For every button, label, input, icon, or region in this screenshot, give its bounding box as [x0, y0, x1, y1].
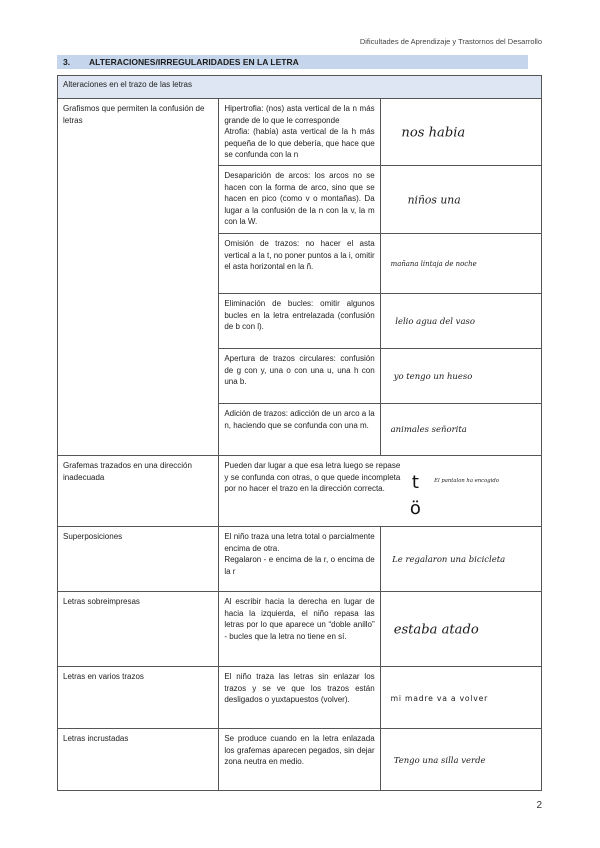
- category-cell: Letras en varios trazos: [58, 667, 219, 729]
- handwriting-text: nos habia: [401, 125, 465, 141]
- table-row: [58, 592, 542, 667]
- handwriting-example: [380, 99, 541, 166]
- handwriting-sample: [386, 409, 536, 449]
- handwriting-sample: [386, 678, 536, 718]
- handwriting-text: mi madre va a volver: [390, 693, 488, 703]
- description-cell: Se produce cuando en la letra enlazada los grafemas aparecen pegados, sin dejar zona neutra en medio.: [219, 729, 380, 791]
- category-cell: Superposiciones: [58, 527, 219, 592]
- table-row: [58, 527, 542, 592]
- handwriting-text: El pantalon ha encogido: [433, 478, 499, 485]
- handwriting-text: yo tengo un hueso: [393, 371, 472, 382]
- handwriting-sample: [386, 179, 536, 219]
- description-cell: Adición de trazos: adicción de un arco a la n, haciendo que se confunda con una m.: [219, 403, 380, 455]
- description-cell: El niño traza las letras sin enlazar los trazos y se ve que los trazos están desligados o yuxtapuestos (volver).: [219, 667, 380, 729]
- handwriting-text: Le regalaron una bicicleta: [391, 554, 505, 565]
- handwriting-example: [380, 729, 541, 791]
- handwriting-sample: [386, 740, 536, 780]
- description-cell: Apertura de trazos circulares: confusión de g con y, una o con una u, una h con una b.: [219, 348, 380, 403]
- running-header: Dificultades de Aprendizaje y Trastornos del Desarrollo: [359, 37, 542, 46]
- glyph-sample: t ö: [409, 471, 421, 520]
- description-cell: [219, 527, 380, 592]
- section-title: ALTERACIONES/IRREGULARIDADES EN LA LETRA: [89, 57, 299, 67]
- description-cell: Omisión de trazos: no hacer el asta vertical a la t, no poner puntos a la i, omitir el asta horizontal en la ñ.: [219, 233, 380, 293]
- table-row: [58, 667, 542, 729]
- category-cell: Grafemas trazados en una dirección inadecuada: [58, 455, 219, 526]
- handwriting-sample: [431, 460, 536, 500]
- handwriting-example: [380, 165, 541, 233]
- handwriting-example: [380, 403, 541, 455]
- handwriting-text: lelio agua del vaso: [394, 316, 475, 327]
- description-text: Pueden dar lugar a que esa letra luego se repase y se confunda con otras, o que quede incompleta por no hacer el trazo en la dirección correcta.: [224, 460, 401, 494]
- handwriting-example: [380, 348, 541, 403]
- category-cell: Letras sobreimpresas: [58, 592, 219, 667]
- handwriting-text: Tengo una silla verde: [393, 754, 486, 765]
- category-cell: Letras incrustadas: [58, 729, 219, 791]
- handwriting-sample: [386, 539, 536, 579]
- handwriting-sample: [386, 609, 536, 649]
- table-row: [58, 99, 542, 166]
- handwriting-example: [380, 527, 541, 592]
- handwriting-sample: [386, 243, 536, 283]
- description-cell: Eliminación de bucles: omitir algunos bucles en la letra entrelazada (confusión de b con l).: [219, 293, 380, 348]
- description-text: El niño traza una letra total o parcialmente encima de otra. Regalaron - e encima de la r, o encima de la r: [224, 532, 375, 576]
- alteraciones-table: [57, 75, 542, 791]
- category-cell: Grafismos que permiten la confusión de letras: [58, 99, 219, 456]
- handwriting-text: animales señorita: [390, 424, 467, 435]
- handwriting-example: [380, 592, 541, 667]
- section-heading: [57, 55, 528, 69]
- table-row: [58, 455, 542, 526]
- page-number: 2: [536, 800, 542, 811]
- merged-description-example: [219, 455, 542, 526]
- table-row: [58, 729, 542, 791]
- description-cell: Al escribir hacia la derecha en lugar de hacia la izquierda, el niño repasa las letras por lo que aparece un “doble anillo” - bucles que la letra no tiene en sí.: [219, 592, 380, 667]
- table-title: Alteraciones en el trazo de las letras: [58, 76, 542, 99]
- description-cell: Desaparición de arcos: los arcos no se hacen con la forma de arco, sino que se hacen en pico (como v o montañas). Da lugar a la confusión de la n con la v, la m con la W.: [219, 165, 380, 233]
- handwriting-example: [380, 667, 541, 729]
- handwriting-sample: [386, 356, 536, 396]
- table-title-row: [58, 76, 542, 99]
- handwriting-text: estaba atado: [393, 622, 479, 638]
- description-cell: [219, 99, 380, 166]
- description-text: Hipertrofia: (nos) asta vertical de la n más grande de lo que le corresponde Atrofia: (había) asta vertical de la h más pequeña de lo que debería, que hace que se confunda con la n: [224, 104, 375, 160]
- section-number: 3.: [63, 57, 71, 67]
- handwriting-sample: [386, 112, 536, 152]
- handwriting-example: [380, 233, 541, 293]
- handwriting-text: mañana lintaja de noche: [390, 260, 477, 269]
- handwriting-example: [380, 293, 541, 348]
- handwriting-text: niños una: [407, 194, 461, 208]
- handwriting-sample: [386, 301, 536, 341]
